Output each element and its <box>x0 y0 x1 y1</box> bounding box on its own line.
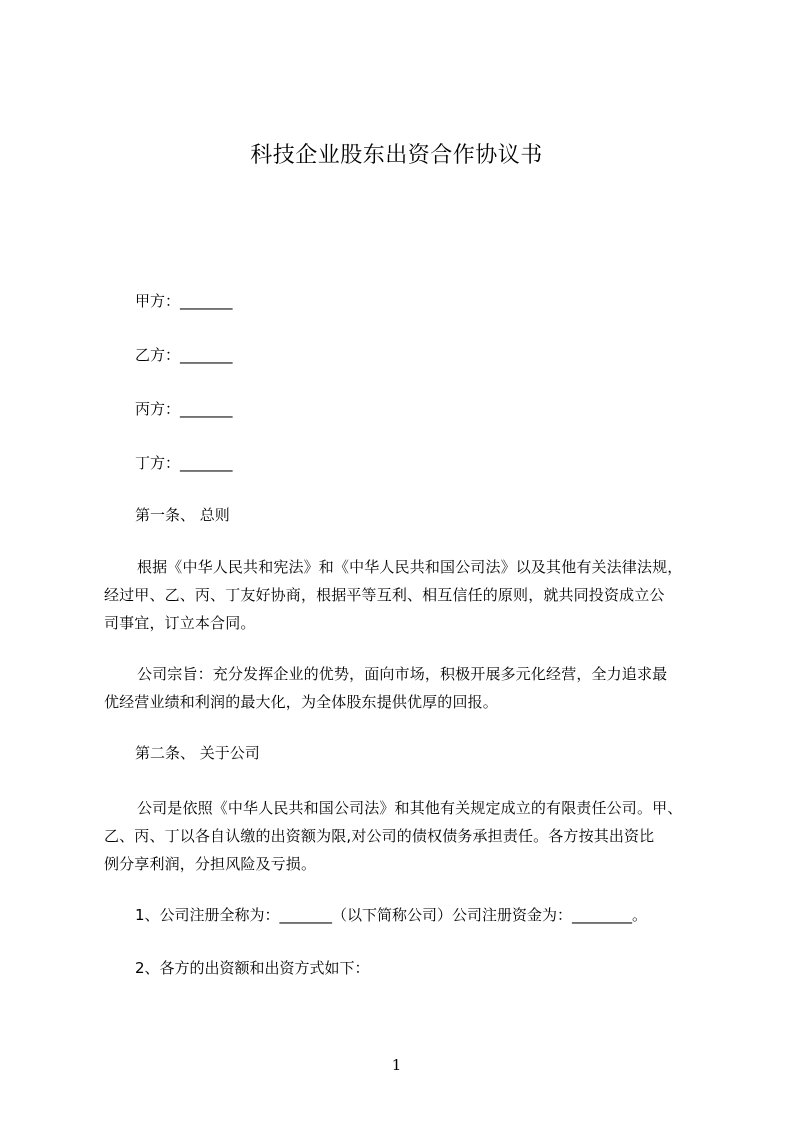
item-1-company-name: 1、公司注册全称为：_______（以下简称公司）公司注册资金为：________。 <box>135 906 648 924</box>
party-c-line: 丙方：_______ <box>135 400 233 418</box>
paragraph-line: 司事宜，订立本合同。 <box>104 614 256 632</box>
page-number: 1 <box>391 1056 402 1074</box>
article-1-heading: 第一条、 总则 <box>135 506 230 524</box>
paragraph-line: 公司是依照《中华人民共和国公司法》和其他有关规定成立的有限责任公司。甲、 <box>137 799 683 817</box>
article-1-paragraph-1 <box>104 553 704 637</box>
paragraph-line: 经过甲、乙、丙、丁友好协商，根据平等互利、相互信任的原则，就共同投资成立公 <box>104 586 665 604</box>
document-title: 科技企业股东出资合作协议书 <box>250 143 543 168</box>
paragraph-line: 例分享利润，分担风险及亏损。 <box>104 855 317 873</box>
paragraph-line: 根据《中华人民共和宪法》和《中华人民共和国公司法》以及其他有关法律法规， <box>137 558 683 576</box>
party-d-line: 丁方：_______ <box>135 454 233 472</box>
party-a-line: 甲方：_______ <box>135 292 233 310</box>
article-1-paragraph-2 <box>104 660 704 716</box>
paragraph-line: 乙、丙、丁以各自认缴的出资额为限,对公司的债权债务承担责任。各方按其出资比 <box>104 827 655 845</box>
paragraph-line: 公司宗旨：充分发挥企业的优势，面向市场，积极开展多元化经营，全力追求最 <box>137 665 668 683</box>
party-b-line: 乙方：_______ <box>135 346 233 364</box>
article-2-paragraph-1 <box>104 794 704 878</box>
item-2-contributions: 2、各方的出资额和出资方式如下： <box>135 959 370 977</box>
article-2-heading: 第二条、 关于公司 <box>135 744 260 762</box>
paragraph-line: 优经营业绩和利润的最大化，为全体股东提供优厚的回报。 <box>104 693 498 711</box>
